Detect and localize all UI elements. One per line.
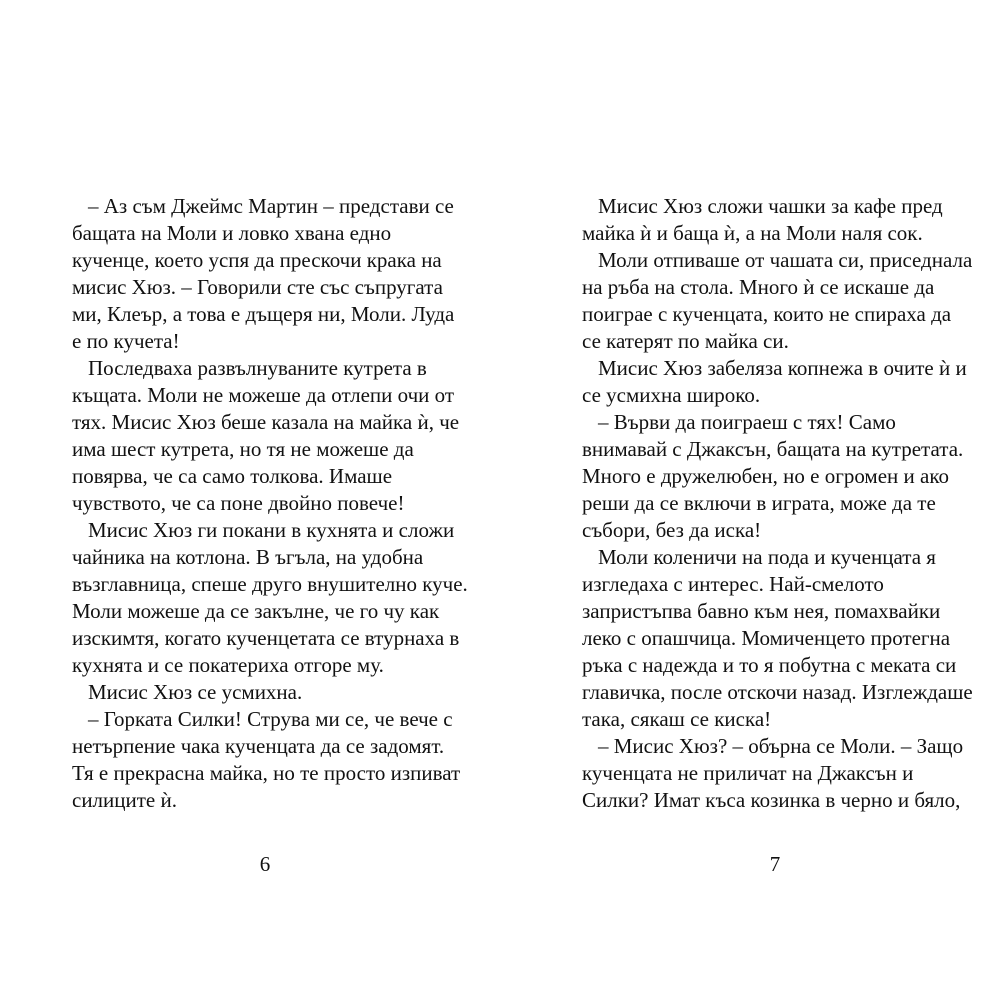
text-line: събори, без да иска! [582,518,762,542]
text-line: – Върви да поиграеш с тях! Само [598,410,896,434]
text-line: майка ѝ и баща ѝ, а на Моли наля сок. [582,221,923,245]
text-line: поиграе с кученцата, които не спираха да [582,302,952,326]
text-line: ми, Клеър, а това е дъщеря ни, Моли. Луда [72,302,455,326]
text-line: Тя е прекрасна майка, но те просто изпиват [72,761,461,785]
text-line: изгледаха с интерес. Най-смелото [582,572,884,596]
text-line: Силки? Имат къса козинка в черно и бяло, [582,788,961,812]
text-line: кухнята и се покатериха отгоре му. [72,653,384,677]
text-line: ръка с надежда и то я побутна с меката си [582,653,957,677]
text-line: – Мисис Хюз? – обърна се Моли. – Защо [598,734,964,758]
page-number-left: 6 [259,852,271,876]
text-line: се усмихна широко. [582,383,761,407]
page-number-right: 7 [769,852,781,876]
text-line: кученце, което успя да прескочи крака на [72,248,442,272]
text-line: е по кучета! [72,329,180,353]
text-line: кученцата не приличат на Джаксън и [582,761,914,785]
text-line: къщата. Моли не можеше да отлепи очи от [72,383,455,407]
text-line: Моли можеше да се закълне, че го чу как [72,599,440,623]
text-line: на ръба на стола. Много ѝ се искаше да [582,275,935,299]
text-line: Мисис Хюз се усмихна. [88,680,303,704]
text-line: Моли отпиваше от чашата си, приседнала [598,248,973,272]
left-page-text [72,193,472,814]
text-line: възглавница, спеше друго внушително куче. [72,572,468,596]
text-line: Моли коленичи на пода и кученцата я [598,545,936,569]
text-line: се катерят по майка си. [582,329,789,353]
text-line: внимавай с Джаксън, бащата на кутретата. [582,437,964,461]
text-line: запристъпва бавно към нея, помахвайки [582,599,941,623]
text-line: Мисис Хюз сложи чашки за кафе пред [598,194,943,218]
text-line: реши да се включи в играта, може да те [582,491,936,515]
text-line: – Аз съм Джеймс Мартин – представи се [88,194,454,218]
text-line: нетърпение чака кученцата да се задомят. [72,734,445,758]
text-line: тях. Мисис Хюз беше казала на майка ѝ, че [72,410,460,434]
text-line: повярва, че са само толкова. Имаше [72,464,393,488]
right-page-text [582,193,982,814]
text-line: бащата на Моли и ловко хвана едно [72,221,392,245]
text-line: чайника на котлона. В ъгъла, на удобна [72,545,424,569]
text-line: чувството, че са поне двойно повече! [72,491,405,515]
text-line: така, сякаш се киска! [582,707,772,731]
text-line: има шест кутрета, но тя не можеше да [72,437,414,461]
text-line: главичка, после отскочи назад. Изглеждаше [582,680,973,704]
text-line: леко с опашчица. Момиченцето протегна [582,626,951,650]
text-line: мисис Хюз. – Говорили сте със съпругата [72,275,443,299]
text-line: – Горката Силки! Струва ми се, че вече с [88,707,453,731]
text-line: Последваха развълнуваните кутрета в [88,356,427,380]
text-line: силиците ѝ. [72,788,177,812]
text-line: изскимтя, когато кученцетата се втурнаха в [72,626,460,650]
text-line: Мисис Хюз ги покани в кухнята и сложи [88,518,455,542]
text-line: Много е дружелюбен, но е огромен и ако [582,464,949,488]
text-line: Мисис Хюз забеляза копнежа в очите ѝ и [598,356,967,380]
